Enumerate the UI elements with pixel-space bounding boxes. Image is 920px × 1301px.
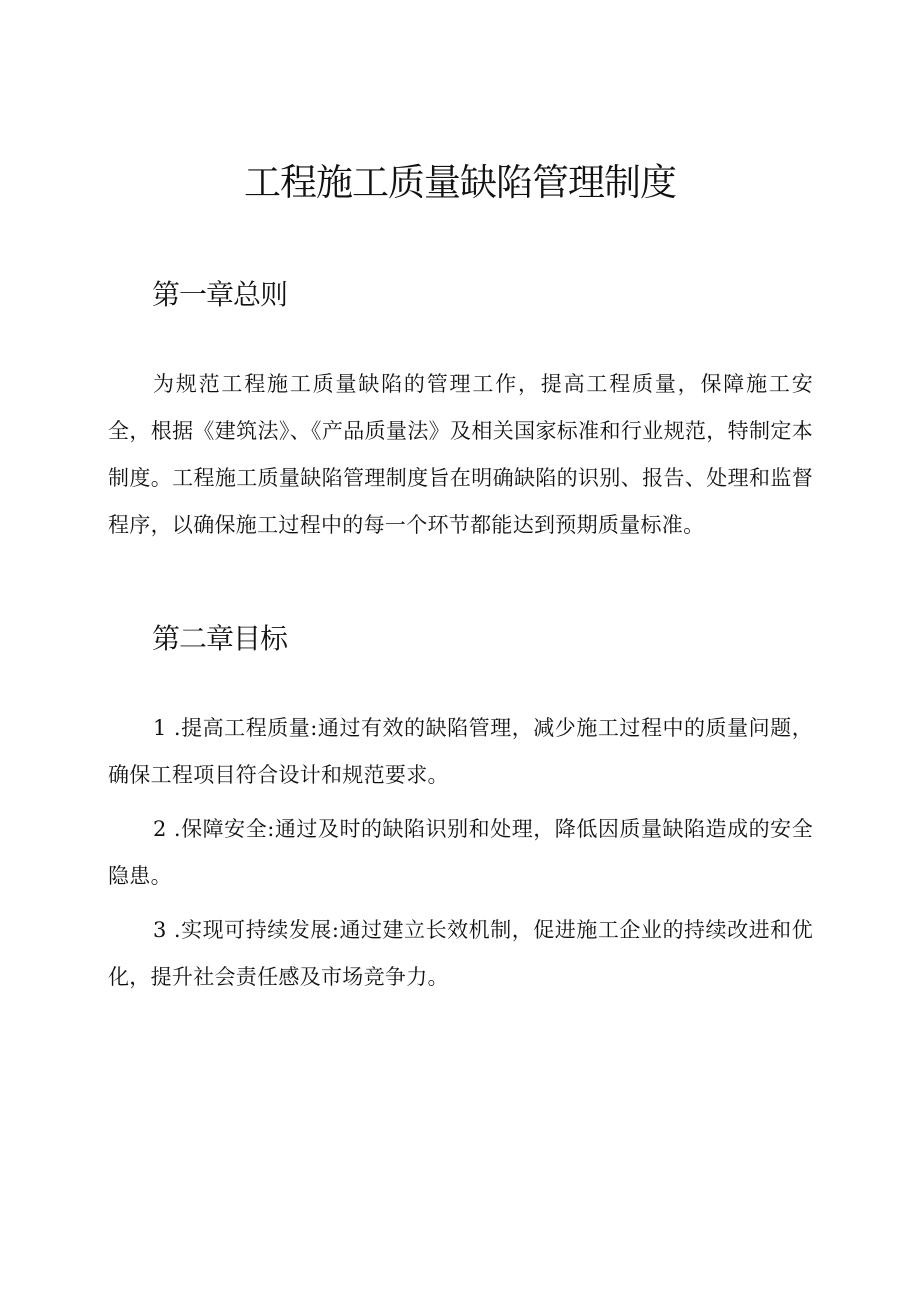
chapter-heading-general: 第一章总则: [152, 278, 288, 311]
objective-item-2: 2 .保障安全:通过及时的缺陷识别和处理，降低因质量缺陷造成的安全隐患。: [108, 817, 813, 888]
chapter-heading-objectives: 第二章目标: [152, 622, 288, 655]
objective-item-1: 1 .提高工程质量:通过有效的缺陷管理，减少施工过程中的质量问题，确保工程项目符合设计和规范要求。: [108, 716, 813, 787]
objective-item-3: 3 .实现可持续发展:通过建立长效机制，促进施工企业的持续改进和优化，提升社会责任感及市场竞争力。: [108, 918, 813, 989]
document-title: 工程施工质量缺陷管理制度: [244, 161, 676, 204]
paragraph-general-provisions: 为规范工程施工质量缺陷的管理工作，提高工程质量，保障施工安全，根据《建筑法》、《产品质量法》及相关国家标准和行业规范，特制定本制度。工程施工质量缺陷管理制度旨在明确缺陷的识别、报告、处理和监督程序，以确保施工过程中的每一个环节都能达到预期质量标准。: [108, 372, 813, 537]
